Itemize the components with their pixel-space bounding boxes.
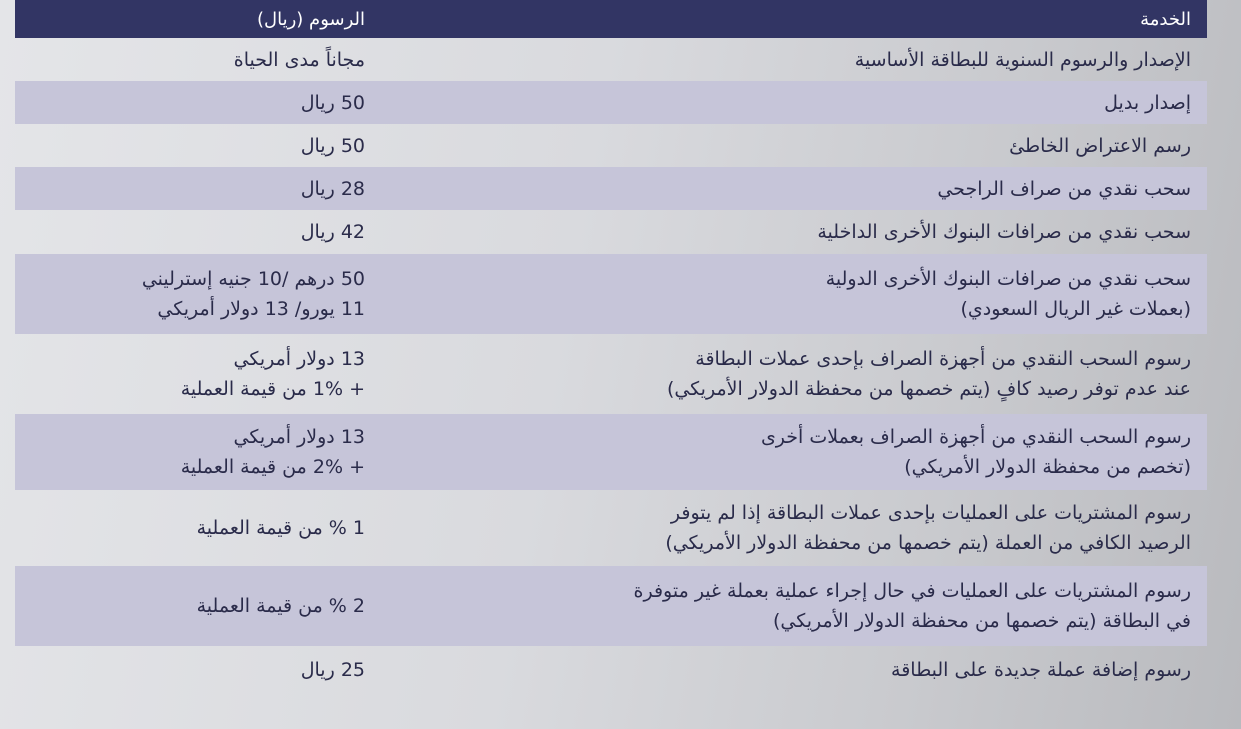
fee-cell bbox=[15, 88, 375, 118]
service-text: رسوم المشتريات على العمليات في حال إجراء عملية بعملة غير متوفرة bbox=[633, 580, 1191, 602]
table-row bbox=[15, 566, 1207, 646]
service-cell bbox=[375, 131, 1207, 161]
service-text: (بعملات غير الريال السعودي) bbox=[960, 298, 1191, 320]
table-row bbox=[15, 38, 1207, 81]
service-text: سحب نقدي من صرافات البنوك الأخرى الداخلية bbox=[817, 221, 1191, 243]
fee-cell bbox=[15, 45, 375, 75]
table-row bbox=[15, 334, 1207, 414]
fee-text: 50 ريال bbox=[300, 91, 365, 114]
service-cell bbox=[375, 498, 1207, 558]
service-text: سحب نقدي من صرافات البنوك الأخرى الدولية bbox=[825, 268, 1191, 290]
service-cell bbox=[375, 88, 1207, 118]
fee-text: 50 ريال bbox=[300, 134, 365, 157]
table-row bbox=[15, 490, 1207, 566]
fee-cell bbox=[15, 131, 375, 161]
service-cell bbox=[375, 422, 1207, 482]
service-text: الرصيد الكافي من العملة (يتم خصمها من محفظة الدولار الأمريكي) bbox=[665, 532, 1191, 554]
fee-cell bbox=[15, 422, 375, 482]
table-row bbox=[15, 254, 1207, 334]
fee-text: 28 ريال bbox=[300, 177, 365, 200]
service-cell bbox=[375, 264, 1207, 324]
fee-text: 1 % من قيمة العملية bbox=[196, 517, 365, 539]
fee-cell bbox=[15, 264, 375, 324]
table-row bbox=[15, 210, 1207, 254]
fee-cell bbox=[15, 217, 375, 247]
service-text: رسوم إضافة عملة جديدة على البطاقة bbox=[891, 658, 1191, 681]
service-text: سحب نقدي من صراف الراجحي bbox=[937, 177, 1191, 200]
fee-text: 50 درهم /10 جنيه إسترليني bbox=[141, 268, 365, 290]
table-row bbox=[15, 414, 1207, 490]
fee-text: مجاناً مدى الحياة bbox=[233, 48, 365, 71]
table-header bbox=[15, 0, 1207, 38]
service-text: رسوم السحب النقدي من أجهزة الصراف بعملات أخرى bbox=[760, 426, 1191, 448]
service-text: (تخصم من محفظة الدولار الأمريكي) bbox=[904, 456, 1191, 478]
service-text: في البطاقة (يتم خصمها من محفظة الدولار الأمريكي) bbox=[773, 610, 1191, 632]
service-cell bbox=[375, 655, 1207, 685]
service-text: رسوم السحب النقدي من أجهزة الصراف بإحدى عملات البطاقة bbox=[695, 348, 1191, 370]
fee-cell bbox=[15, 513, 375, 543]
fee-text: 11 يورو/ 13 دولار أمريكي bbox=[157, 298, 365, 320]
fee-text: + 2% من قيمة العملية bbox=[180, 456, 365, 478]
fee-text: + 1% من قيمة العملية bbox=[180, 378, 365, 400]
service-text: رسم الاعتراض الخاطئ bbox=[1009, 134, 1191, 157]
service-text: إصدار بديل bbox=[1104, 91, 1191, 114]
service-cell bbox=[375, 576, 1207, 636]
header-fee: الرسوم (ريال) bbox=[257, 8, 365, 30]
fee-text: 13 دولار أمريكي bbox=[233, 426, 365, 448]
fee-text: 2 % من قيمة العملية bbox=[196, 595, 365, 617]
service-text: رسوم المشتريات على العمليات بإحدى عملات البطاقة إذا لم يتوفر bbox=[670, 502, 1191, 524]
service-cell bbox=[375, 344, 1207, 404]
service-cell bbox=[375, 45, 1207, 75]
fee-cell bbox=[15, 655, 375, 685]
table-row bbox=[15, 167, 1207, 210]
table-row bbox=[15, 646, 1207, 693]
header-service: الخدمة bbox=[1140, 8, 1191, 30]
table-row bbox=[15, 81, 1207, 124]
fee-text: 13 دولار أمريكي bbox=[233, 348, 365, 370]
service-cell bbox=[375, 174, 1207, 204]
service-cell bbox=[375, 217, 1207, 247]
table-row bbox=[15, 124, 1207, 167]
fee-cell bbox=[15, 174, 375, 204]
fee-text: 25 ريال bbox=[300, 658, 365, 681]
service-text: الإصدار والرسوم السنوية للبطاقة الأساسية bbox=[854, 48, 1191, 71]
fee-text: 42 ريال bbox=[300, 221, 365, 243]
fee-cell bbox=[15, 344, 375, 404]
service-text: عند عدم توفر رصيد كافٍ (يتم خصمها من محفظة الدولار الأمريكي) bbox=[666, 378, 1191, 400]
fee-cell bbox=[15, 591, 375, 621]
fees-table bbox=[15, 0, 1207, 693]
